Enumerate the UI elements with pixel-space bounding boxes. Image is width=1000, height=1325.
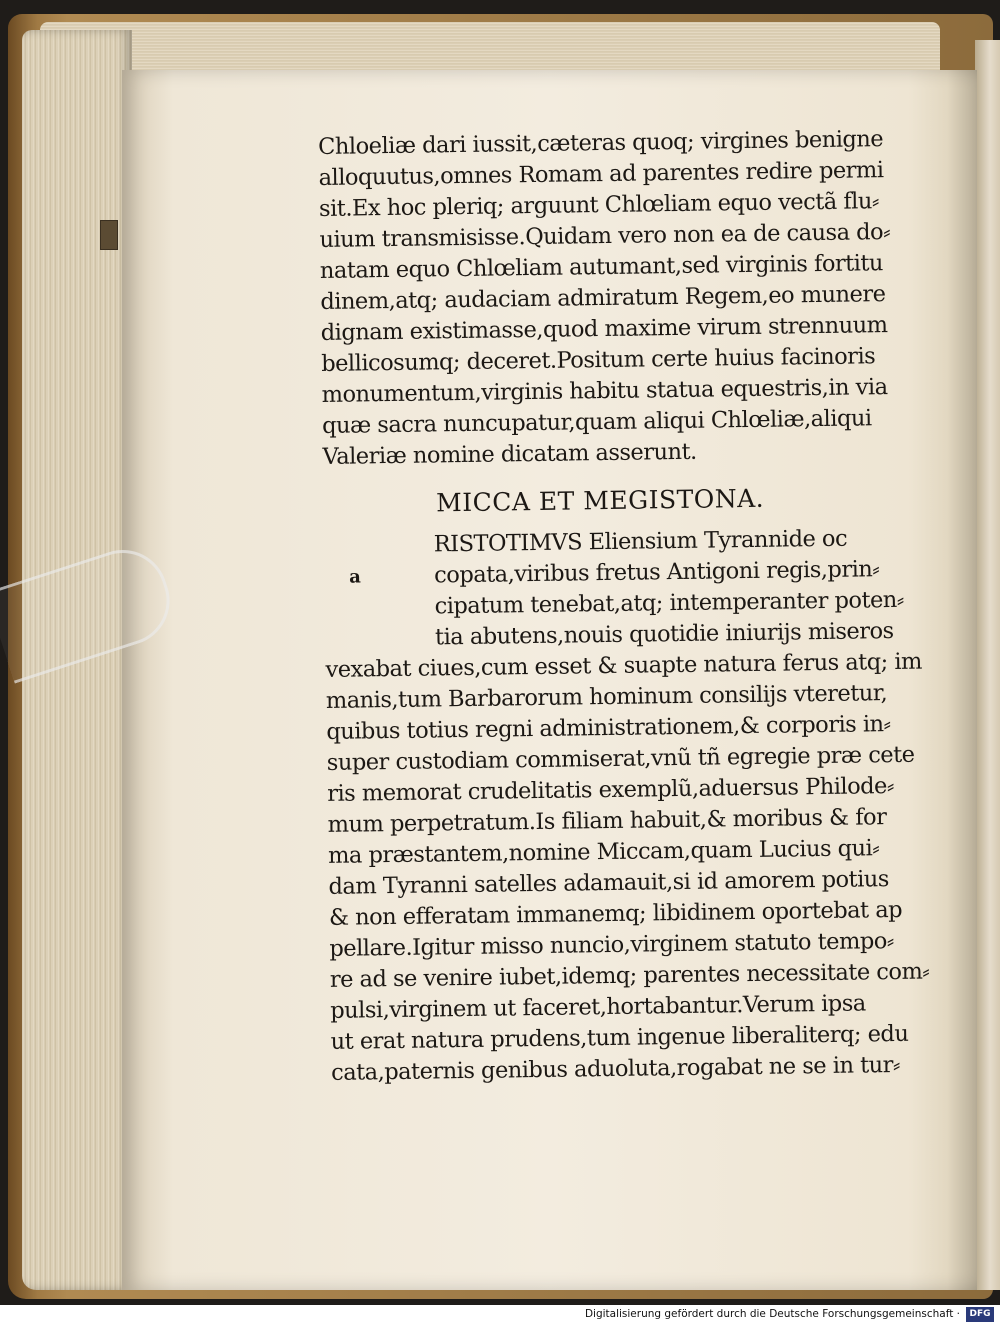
text-line: monumentum,virginis habitu statua equestris,in via — [321, 374, 888, 408]
text-line: RISTOTIMVS Eliensium Tyrannide oc — [433, 525, 848, 558]
text-line: super custodiam commiserat,vnũ tñ egregie præ cete — [326, 741, 915, 776]
text-line: dam Tyranni satelles adamauit,si id amorem potius — [328, 866, 890, 900]
gutter-shadow — [947, 70, 977, 1290]
text-line: re ad se venire iubet,idemq; parentes necessitate com⸗ — [329, 958, 930, 993]
guide-letter: a — [349, 566, 361, 588]
bookmark-tab — [100, 220, 118, 250]
text-line: ris memorat crudelitatis exemplũ,aduersus Philode⸗ — [327, 773, 895, 807]
text-line: ut erat natura prudens,tum ingenue liberaliterq; edu — [330, 1020, 909, 1055]
text-line: quæ sacra nuncupatur,quam aliqui Chlœliæ,aliqui — [321, 405, 872, 439]
funding-credit: Digitalisierung gefördert durch die Deutsche Forschungsgemeinschaft · — [584, 1308, 960, 1320]
text-line: & non efferatam immanemq; libidinem oportebat ap — [328, 896, 903, 931]
page-text — [318, 124, 930, 1089]
text-line: dinem,atq; audaciam admiratum Regem,eo munere — [320, 281, 886, 315]
text-line: Chloeliæ dari iussit,cæteras quoq; virgines benigne — [318, 126, 884, 160]
text-line: mum perpetratum.Is filiam habuit,& moribus & for — [327, 804, 887, 838]
text-line: uium transmisisse.Quidam vero non ea de causa do⸗ — [319, 219, 891, 253]
text-line: copata,viribus fretus Antigoni regis,prin⸗ — [434, 556, 880, 589]
text-line: alloquutus,omnes Romam ad parentes redire permi — [318, 157, 884, 191]
text-line: pellare.Igitur misso nuncio,virginem statuto tempo⸗ — [329, 928, 894, 962]
text-line: cipatum tenebat,atq; intemperanter poten⸗ — [434, 586, 904, 620]
section-heading: MICCA ET MEGISTONA. — [435, 483, 765, 518]
text-line: bellicosumq; deceret.Positum certe huius facinoris — [321, 343, 876, 377]
text-line: quibus totius regni administrationem,& corporis in⸗ — [326, 711, 891, 745]
facing-page-edge — [975, 40, 1000, 1290]
text-line: sit.Ex hoc pleriq; arguunt Chlœliam equo vectã flu⸗ — [318, 188, 880, 222]
text-line: dignam existimasse,quod maxime virum strennuum — [320, 312, 888, 346]
text-line: Valeriæ nomine dicatam asserunt. — [322, 438, 697, 470]
text-line: manis,tum Barbarorum hominum consilijs vteretur, — [325, 680, 888, 714]
text-line: pulsi,virginem ut faceret,hortabantur.Verum ipsa — [330, 990, 866, 1024]
footer-bar — [0, 1305, 1000, 1325]
dfg-logo: DFG — [966, 1307, 994, 1322]
text-line: natam equo Chlœliam autumant,sed virginis fortitu — [319, 250, 884, 284]
text-line: cata,paternis genibus aduoluta,rogabat ne se in tur⸗ — [330, 1051, 901, 1086]
text-line: ma præstantem,nomine Miccam,quam Lucius qui⸗ — [327, 835, 880, 869]
text-line: vexabat ciues,cum esset & suapte natura ferus atq; im — [325, 648, 923, 683]
text-line: tia abutens,nouis quotidie iniurijs miseros — [434, 618, 894, 651]
